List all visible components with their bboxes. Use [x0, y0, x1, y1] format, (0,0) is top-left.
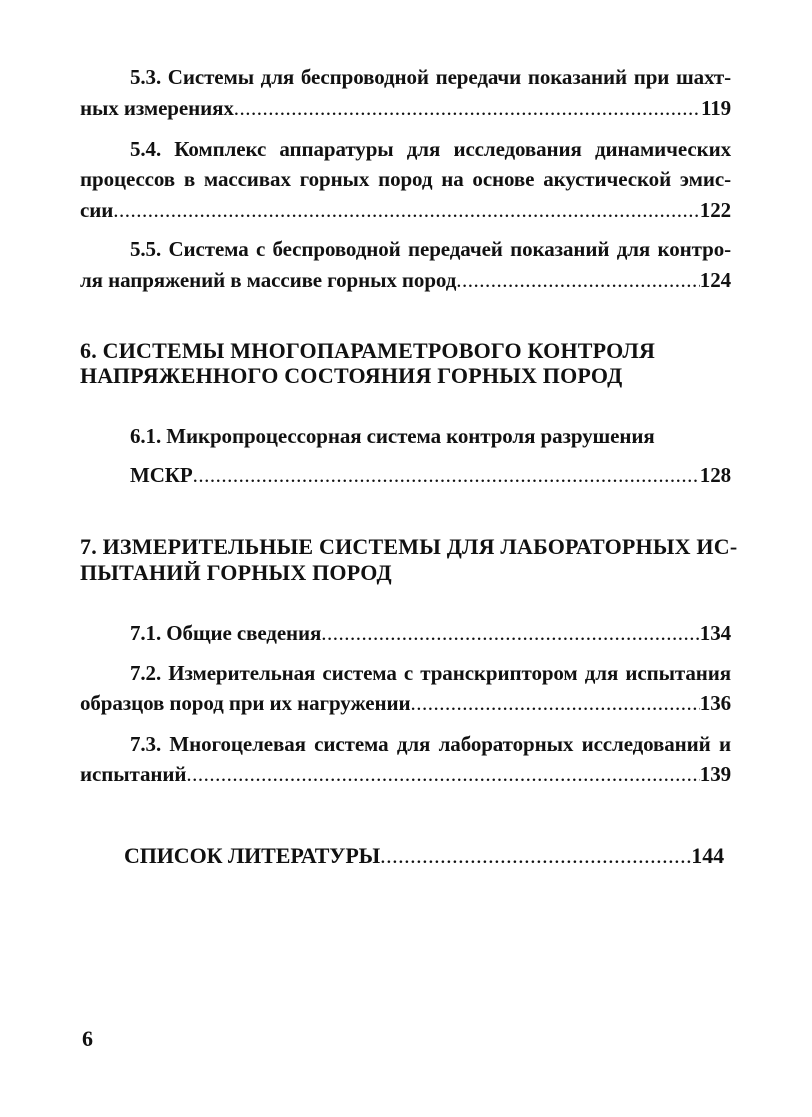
toc-entry-5-4-page: 122 [699, 198, 731, 222]
toc-entry-7-1[interactable] [130, 620, 731, 646]
chapter-7-heading-line1[interactable]: 7. ИЗМЕРИТЕЛЬНЫЕ СИСТЕМЫ ДЛЯ ЛАБОРАТОРНЫХ ИС- [80, 534, 738, 559]
toc-entry-5-3[interactable] [80, 95, 731, 121]
toc-entry-5-5-page: 124 [699, 268, 731, 292]
toc-entry-5-4-line3: сии [80, 198, 114, 222]
toc-entry-5-3-page: 119 [700, 96, 731, 120]
toc-entry-7-3-line2: испытаний [80, 762, 187, 786]
dot-leader [321, 620, 700, 646]
toc-entry-5-4[interactable] [80, 197, 731, 223]
toc-entry-bibliography[interactable] [124, 843, 724, 869]
toc-entry-7-2-line1: 7.2. Измерительная система с транскриптором для испытания [130, 661, 731, 685]
toc-entry-7-2-line2: образцов пород при их нагружении [80, 691, 411, 715]
toc-entry-7-3-line1: 7.3. Многоцелевая система для лабораторных исследований и [130, 732, 731, 756]
chapter-6-heading-line1[interactable]: 6. СИСТЕМЫ МНОГОПАРАМЕТРОВОГО КОНТРОЛЯ [80, 338, 656, 363]
toc-entry-5-3-line1: 5.3. Системы для беспроводной передачи показаний при шахт- [130, 65, 731, 89]
dot-leader [380, 843, 691, 869]
dot-leader [113, 197, 700, 223]
toc-entry-6-1-page: 128 [699, 463, 731, 487]
toc-entry-7-2-page: 136 [699, 691, 731, 715]
chapter-6-heading-line2[interactable]: НАПРЯЖЕННОГО СОСТОЯНИЯ ГОРНЫХ ПОРОД [80, 363, 623, 388]
dot-leader [410, 690, 699, 716]
dot-leader [193, 462, 700, 488]
toc-entry-7-1-line1: 7.1. Общие сведения [130, 621, 322, 645]
toc-entry-7-3[interactable] [80, 761, 731, 787]
bibliography-label: СПИСОК ЛИТЕРАТУРЫ [124, 843, 381, 868]
toc-entry-5-4-line2: процессов в массивах горных пород на основе акустической эмис- [80, 167, 731, 191]
chapter-7-heading-line2[interactable]: ПЫТАНИЙ ГОРНЫХ ПОРОД [80, 560, 392, 585]
dot-leader [456, 267, 700, 293]
toc-entry-6-1-line1: 6.1. Микропроцессорная система контроля разрушения [130, 424, 655, 448]
toc-entry-5-5-line2: ля напряжений в массиве горных пород [80, 268, 457, 292]
toc-entry-5-5-line1: 5.5. Система с беспроводной передачей показаний для контро- [130, 237, 731, 261]
toc-entry-7-1-page: 134 [699, 621, 731, 645]
page-number: 6 [82, 1026, 93, 1051]
dot-leader [234, 95, 701, 121]
toc-entry-7-3-page: 139 [699, 762, 731, 786]
toc-entry-7-2[interactable] [80, 690, 731, 716]
toc-entry-5-3-line2: ных измерениях [80, 96, 234, 120]
toc-entry-5-5[interactable] [80, 267, 731, 293]
toc-entry-5-4-line1: 5.4. Комплекс аппаратуры для исследования динамических [130, 137, 731, 161]
dot-leader [186, 761, 699, 787]
bibliography-page: 144 [691, 843, 724, 868]
toc-entry-6-1[interactable] [130, 462, 731, 488]
toc-entry-6-1-line2: МСКР [130, 463, 193, 487]
